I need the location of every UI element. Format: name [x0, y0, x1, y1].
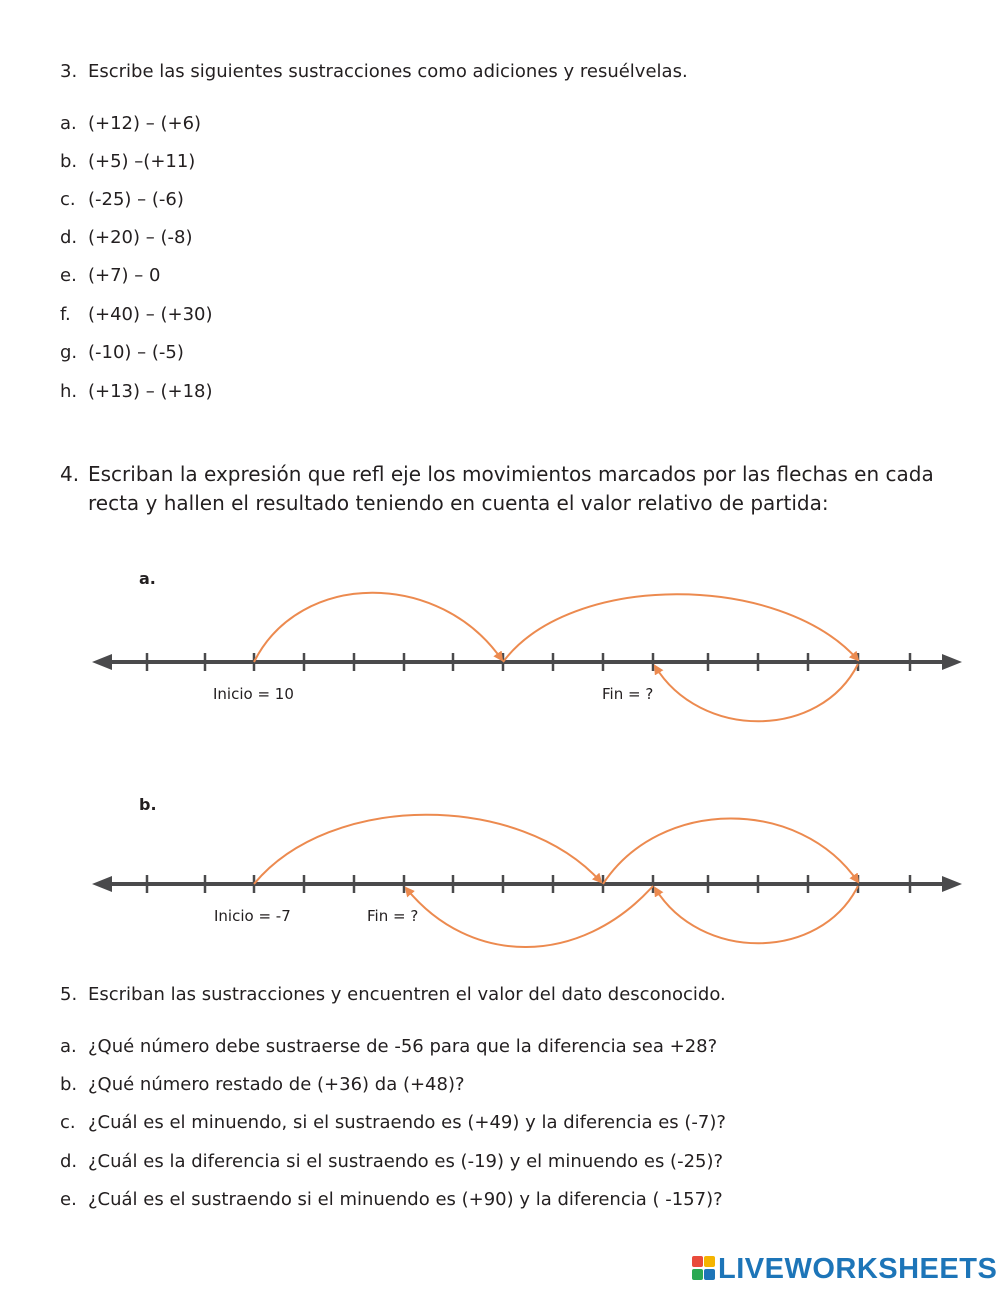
- item-text: (+13) – (+18): [88, 381, 213, 402]
- start-label: Inicio = 10: [213, 685, 294, 703]
- jump-arrow-4: [406, 886, 653, 947]
- item-text: (-10) – (-5): [88, 342, 184, 363]
- jump-arrow-3: [655, 664, 858, 721]
- start-label: Inicio = -7: [214, 907, 291, 925]
- q5-item-c: [60, 1111, 726, 1135]
- line-label: b.: [139, 795, 157, 814]
- item-letter: a.: [60, 113, 77, 134]
- number-line-b: [0, 782, 1000, 962]
- q5-item-a: [60, 1035, 717, 1059]
- q3-item-a: [60, 112, 201, 136]
- item-letter: h.: [60, 381, 78, 402]
- item-letter: e.: [60, 265, 77, 286]
- jump-arrow-2: [503, 594, 858, 662]
- item-text: ¿Cuál es el minuendo, si el sustraendo es (+49) y la diferencia es (-7)?: [88, 1112, 726, 1133]
- q3-item-b: [60, 150, 195, 174]
- question-4-title: [60, 460, 960, 518]
- question-number: 4.: [60, 462, 80, 486]
- item-letter: a.: [60, 1036, 77, 1057]
- item-text: (+5) –(+11): [88, 151, 196, 172]
- item-text: (+12) – (+6): [88, 113, 202, 134]
- item-text: (+20) – (-8): [88, 227, 193, 248]
- axis-left-arrow-icon: [92, 876, 112, 892]
- item-text: (-25) – (-6): [88, 189, 184, 210]
- logo-mark-icon: [692, 1256, 716, 1282]
- question-number: 3.: [60, 61, 78, 82]
- item-letter: d.: [60, 1151, 78, 1172]
- item-letter: b.: [60, 151, 78, 172]
- q3-item-e: [60, 264, 160, 288]
- item-letter: c.: [60, 189, 76, 210]
- question-text: Escriban la expresión que refl eje los movimientos marcados por las flechas en cada recta y hallen el resultado teniendo en cuenta el valor relativo de partida:: [88, 462, 934, 515]
- jump-arrow-1: [254, 593, 502, 662]
- logo-text: LIVEWORKSHEETS: [718, 1252, 998, 1285]
- question-text: Escribe las siguientes sustracciones como adiciones y resuélvelas.: [88, 61, 688, 82]
- jump-arrow-2: [603, 818, 858, 884]
- liveworksheets-logo[interactable]: [692, 1252, 997, 1286]
- item-text: (+40) – (+30): [88, 304, 213, 325]
- item-letter: b.: [60, 1074, 78, 1095]
- item-letter: f.: [60, 304, 71, 325]
- q5-item-b: [60, 1073, 465, 1097]
- item-letter: c.: [60, 1112, 76, 1133]
- end-label: Fin = ?: [367, 907, 419, 925]
- question-3-title: [60, 60, 688, 84]
- axis-left-arrow-icon: [92, 654, 112, 670]
- q5-item-e: [60, 1188, 723, 1212]
- number-line-a: [0, 560, 1000, 740]
- q3-item-h: [60, 380, 213, 404]
- item-letter: g.: [60, 342, 78, 363]
- jump-arrow-1: [254, 815, 601, 884]
- q3-item-c: [60, 188, 184, 212]
- item-letter: d.: [60, 227, 78, 248]
- q3-item-d: [60, 226, 192, 250]
- item-letter: e.: [60, 1189, 77, 1210]
- item-text: (+7) – 0: [88, 265, 161, 286]
- item-text: ¿Qué número restado de (+36) da (+48)?: [88, 1074, 465, 1095]
- question-5-title: [60, 983, 726, 1007]
- axis-right-arrow-icon: [942, 654, 962, 670]
- axis-right-arrow-icon: [942, 876, 962, 892]
- end-label: Fin = ?: [602, 685, 654, 703]
- q5-item-d: [60, 1150, 723, 1174]
- item-text: ¿Cuál es la diferencia si el sustraendo es (-19) y el minuendo es (-25)?: [88, 1151, 724, 1172]
- jump-arrow-3: [655, 886, 858, 943]
- item-text: ¿Cuál es el sustraendo si el minuendo es (+90) y la diferencia ( -157)?: [88, 1189, 723, 1210]
- item-text: ¿Qué número debe sustraerse de -56 para que la diferencia sea +28?: [88, 1036, 718, 1057]
- q3-item-g: [60, 341, 184, 365]
- question-number: 5.: [60, 984, 78, 1005]
- q3-item-f: [60, 303, 213, 327]
- question-text: Escriban las sustracciones y encuentren el valor del dato desconocido.: [88, 984, 726, 1005]
- line-label: a.: [139, 569, 156, 588]
